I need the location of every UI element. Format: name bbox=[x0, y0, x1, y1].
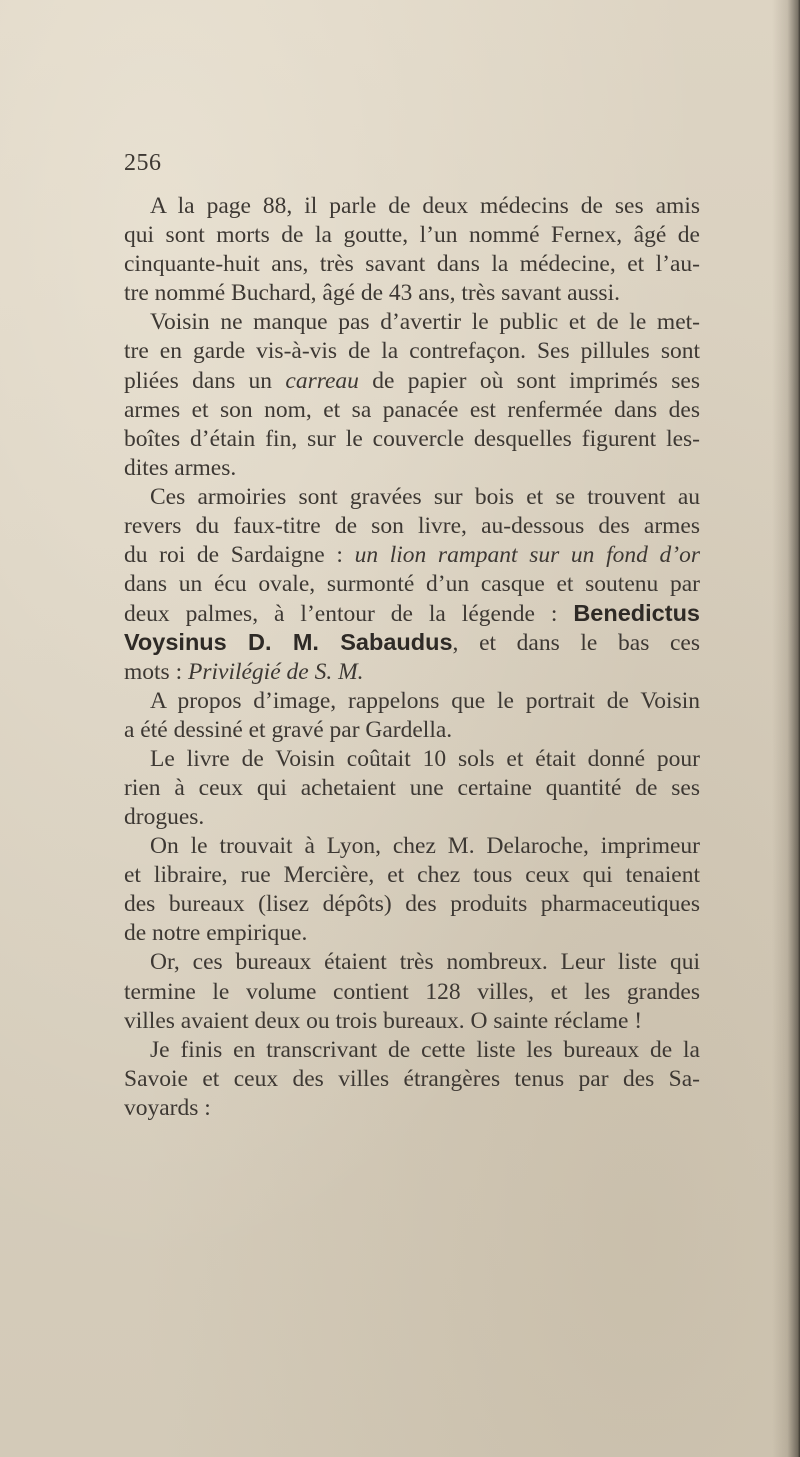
text-line: des bureaux (lisez dépôts) des produits pharmaceutiques bbox=[124, 891, 700, 918]
text-line: et libraire, rue Mercière, et chez tous ceux qui tenaient bbox=[124, 862, 700, 889]
page-edge-shadow bbox=[772, 0, 800, 1457]
text-run: , et dans le bas ces bbox=[452, 630, 700, 657]
text-line bbox=[124, 628, 700, 657]
text-line: tre nommé Buchard, âgé de 43 ans, très savant aussi. bbox=[124, 280, 620, 307]
italic-run: un lion rampant sur un fond d’or bbox=[354, 542, 700, 569]
text-run: mots : bbox=[124, 658, 188, 685]
text-line: dans un écu ovale, surmonté d’un casque et soutenu par bbox=[124, 571, 700, 598]
bold-run: Voysinus D. M. Sabaudus bbox=[124, 629, 453, 656]
text-line: qui sont morts de la goutte, l’un nommé Fernex, âgé de bbox=[124, 222, 700, 249]
text-line: On le trouvait à Lyon, chez M. Delaroche, imprimeur bbox=[150, 833, 700, 860]
text-line: Ces armoiries sont gravées sur bois et se trouvent au bbox=[150, 483, 700, 510]
text-line: A la page 88, il parle de deux médecins de ses amis bbox=[150, 193, 700, 219]
text-line: dites armes. bbox=[124, 454, 237, 481]
text-line: rien à ceux qui achetaient une certaine quantité de ses bbox=[124, 774, 700, 801]
text-line: revers du faux-titre de son livre, au-dessous des armes bbox=[124, 513, 700, 540]
text-line: Savoie et ceux des villes étrangères tenus par des Sa- bbox=[124, 1065, 700, 1092]
body-text bbox=[124, 192, 700, 1123]
text-line: de notre empirique. bbox=[124, 920, 308, 947]
text-line: Voisin ne manque pas d’avertir le public et de le met- bbox=[150, 309, 700, 336]
text-line: cinquante-huit ans, très savant dans la médecine, et l’au- bbox=[124, 251, 700, 278]
page-number: 256 bbox=[124, 150, 162, 176]
text-line: A propos d’image, rappelons que le portrait de Voisin bbox=[150, 687, 700, 714]
text-line: tre en garde vis-à-vis de la contrefaçon. Ses pillules sont bbox=[124, 338, 700, 365]
text-run: de papier où sont imprimés ses bbox=[358, 367, 701, 394]
italic-run: Privilégié de S. M. bbox=[187, 658, 364, 685]
text-line: Or, ces bureaux étaient très nombreux. Leur liste qui bbox=[150, 949, 700, 976]
text-run: du roi de Sardaigne : bbox=[124, 542, 355, 569]
text-line: armes et son nom, et sa panacée est renfermée dans des bbox=[124, 396, 700, 423]
text-line: voyards : bbox=[124, 1094, 211, 1121]
text-line: termine le volume contient 128 villes, et les grandes bbox=[124, 978, 700, 1005]
text-line: Je finis en transcrivant de cette liste les bureaux de la bbox=[150, 1036, 700, 1063]
text-line: boîtes d’étain fin, sur le couvercle desquelles figurent les- bbox=[124, 425, 700, 452]
text-line: Le livre de Voisin coûtait 10 sols et était donné pour bbox=[150, 745, 700, 772]
bold-run: Benedictus bbox=[573, 600, 700, 627]
text-line: drogues. bbox=[124, 803, 205, 830]
text-line bbox=[124, 367, 700, 396]
text-line bbox=[124, 658, 700, 687]
text-run: deux palmes, à l’entour de la légende : bbox=[124, 601, 574, 628]
text-run: pliées dans un bbox=[124, 367, 286, 394]
text-line bbox=[124, 599, 700, 628]
text-line: a été dessiné et gravé par Gardella. bbox=[124, 716, 453, 743]
text-line bbox=[124, 541, 700, 570]
italic-run: carreau bbox=[285, 367, 359, 394]
text-line: villes avaient deux ou trois bureaux. O sainte réclame ! bbox=[124, 1007, 643, 1034]
